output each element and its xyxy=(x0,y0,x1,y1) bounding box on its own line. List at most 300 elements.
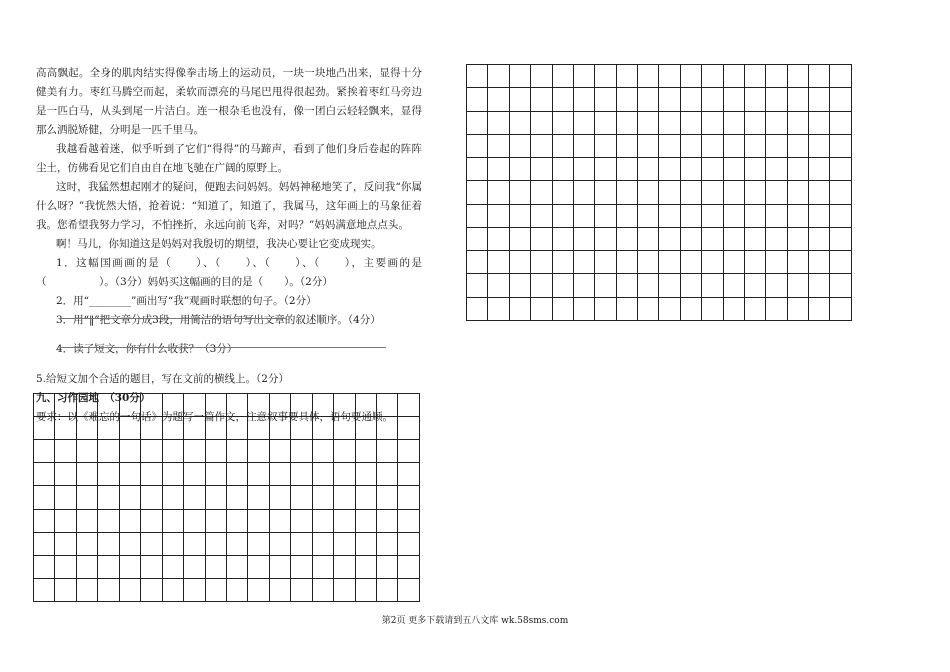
grid-cell xyxy=(355,486,376,509)
grid-cell xyxy=(702,227,723,250)
grid-cell xyxy=(226,417,247,440)
grid-cell xyxy=(226,394,247,417)
section-requirement: 要求：以《难忘的一句话》为题写一篇作文，注意叙事要具体，语句要通顺。 xyxy=(36,411,393,423)
grid-row xyxy=(34,532,420,555)
grid-row xyxy=(467,274,852,297)
passage-paragraph: 这时，我猛然想起刚才的疑问，便跑去问妈妈。妈妈神秘地笑了，反问我“你属什么呀？”我恍然大悟，抢着说：“知道了，知道了，我属马，这年画上的马象征着我。您希望我努力学习，不怕挫折，永远向前飞奔，对吗？”妈妈满意地点点头。 xyxy=(36,181,422,231)
grid-cell xyxy=(659,204,680,227)
grid-cell xyxy=(377,440,398,463)
grid-cell xyxy=(638,65,659,88)
writing-grid-right xyxy=(466,64,852,321)
grid-cell xyxy=(269,417,290,440)
grid-cell xyxy=(34,394,55,417)
grid-cell xyxy=(787,227,808,250)
grid-cell xyxy=(531,111,552,134)
grid-cell xyxy=(76,509,97,532)
grid-cell xyxy=(680,297,701,320)
grid-cell xyxy=(616,111,637,134)
grid-cell xyxy=(659,181,680,204)
grid-cell xyxy=(248,417,269,440)
grid-cell xyxy=(830,274,852,297)
grid-cell xyxy=(595,65,616,88)
grid-cell xyxy=(809,297,830,320)
grid-cell xyxy=(355,394,376,417)
grid-cell xyxy=(355,440,376,463)
grid-cell xyxy=(830,297,852,320)
grid-cell xyxy=(616,158,637,181)
grid-cell xyxy=(355,578,376,601)
grid-cell xyxy=(766,274,787,297)
grid-cell xyxy=(595,227,616,250)
grid-cell xyxy=(509,181,530,204)
grid-cell xyxy=(531,251,552,274)
grid-cell xyxy=(830,65,852,88)
grid-row xyxy=(34,509,420,532)
grid-cell xyxy=(205,417,226,440)
grid-cell xyxy=(787,297,808,320)
grid-cell xyxy=(766,227,787,250)
grid-cell xyxy=(809,251,830,274)
grid-cell xyxy=(680,158,701,181)
grid-cell xyxy=(76,440,97,463)
grid-cell xyxy=(34,463,55,486)
grid-cell xyxy=(766,134,787,157)
grid-cell xyxy=(248,578,269,601)
grid-cell xyxy=(141,509,162,532)
grid-cell xyxy=(291,509,312,532)
grid-cell xyxy=(226,440,247,463)
grid-cell xyxy=(766,88,787,111)
grid-cell xyxy=(76,394,97,417)
grid-cell xyxy=(595,274,616,297)
grid-cell xyxy=(723,274,744,297)
grid-cell xyxy=(809,181,830,204)
grid-cell xyxy=(659,111,680,134)
grid-cell xyxy=(573,111,594,134)
grid-cell xyxy=(488,297,509,320)
grid-cell xyxy=(552,158,573,181)
grid-cell xyxy=(467,65,488,88)
grid-cell xyxy=(226,532,247,555)
grid-cell xyxy=(141,440,162,463)
grid-cell xyxy=(55,578,76,601)
grid-cell xyxy=(723,227,744,250)
grid-cell xyxy=(98,532,119,555)
grid-row xyxy=(467,181,852,204)
grid-cell xyxy=(488,88,509,111)
grid-cell xyxy=(659,251,680,274)
grid-cell xyxy=(787,251,808,274)
grid-cell xyxy=(34,532,55,555)
grid-cell xyxy=(467,134,488,157)
grid-cell xyxy=(226,509,247,532)
grid-cell xyxy=(809,65,830,88)
grid-cell xyxy=(119,509,140,532)
grid-cell xyxy=(184,463,205,486)
grid-cell xyxy=(552,251,573,274)
grid-cell xyxy=(398,555,420,578)
grid-cell xyxy=(488,204,509,227)
grid-cell xyxy=(702,134,723,157)
grid-cell xyxy=(205,440,226,463)
grid-cell xyxy=(291,486,312,509)
grid-cell xyxy=(488,65,509,88)
grid-cell xyxy=(787,204,808,227)
grid-cell xyxy=(162,417,183,440)
grid-cell xyxy=(98,509,119,532)
grid-cell xyxy=(830,134,852,157)
grid-cell xyxy=(334,417,355,440)
grid-cell xyxy=(355,463,376,486)
grid-row xyxy=(467,134,852,157)
grid-cell xyxy=(638,88,659,111)
grid-cell xyxy=(830,181,852,204)
grid-cell xyxy=(377,578,398,601)
grid-cell xyxy=(355,417,376,440)
grid-cell xyxy=(638,204,659,227)
grid-cell xyxy=(638,181,659,204)
grid-cell xyxy=(659,158,680,181)
grid-cell xyxy=(398,394,420,417)
grid-cell xyxy=(377,509,398,532)
grid-cell xyxy=(377,532,398,555)
grid-cell xyxy=(398,578,420,601)
grid-cell xyxy=(184,532,205,555)
grid-cell xyxy=(659,227,680,250)
grid-cell xyxy=(162,463,183,486)
grid-cell xyxy=(205,532,226,555)
grid-cell xyxy=(269,440,290,463)
grid-cell xyxy=(702,251,723,274)
grid-cell xyxy=(702,111,723,134)
grid-cell xyxy=(509,204,530,227)
grid-cell xyxy=(680,227,701,250)
grid-cell xyxy=(787,88,808,111)
grid-row xyxy=(467,204,852,227)
grid-cell xyxy=(552,204,573,227)
grid-cell xyxy=(377,394,398,417)
grid-cell xyxy=(377,486,398,509)
grid-cell xyxy=(723,204,744,227)
grid-cell xyxy=(552,181,573,204)
grid-cell xyxy=(573,297,594,320)
grid-cell xyxy=(488,251,509,274)
grid-cell xyxy=(162,555,183,578)
grid-cell xyxy=(531,88,552,111)
grid-cell xyxy=(269,532,290,555)
grid-cell xyxy=(291,417,312,440)
grid-cell xyxy=(34,578,55,601)
grid-cell xyxy=(55,394,76,417)
grid-cell xyxy=(55,463,76,486)
question-4: 4．读了短文，你有什么收获？（3分） xyxy=(56,343,238,355)
grid-cell xyxy=(226,578,247,601)
grid-cell xyxy=(98,440,119,463)
grid-cell xyxy=(141,578,162,601)
grid-cell xyxy=(312,440,333,463)
grid-cell xyxy=(531,134,552,157)
grid-cell xyxy=(141,532,162,555)
grid-cell xyxy=(638,251,659,274)
grid-cell xyxy=(34,509,55,532)
writing-grid-left xyxy=(33,393,420,602)
grid-cell xyxy=(184,555,205,578)
grid-cell xyxy=(509,227,530,250)
grid-cell xyxy=(552,297,573,320)
grid-cell xyxy=(467,204,488,227)
passage-paragraph: 我越看越着迷，似乎听到了它们“得得”的马蹄声，看到了他们身后卷起的阵阵尘土，仿佛看见它们自由自在地飞驰在广阔的原野上。 xyxy=(36,143,422,174)
grid-cell xyxy=(595,134,616,157)
grid-cell xyxy=(248,509,269,532)
answer-line-q4 xyxy=(60,347,386,348)
grid-cell xyxy=(377,417,398,440)
grid-cell xyxy=(162,394,183,417)
grid-cell xyxy=(312,486,333,509)
grid-cell xyxy=(595,88,616,111)
grid-cell xyxy=(552,274,573,297)
grid-cell xyxy=(809,158,830,181)
grid-cell xyxy=(205,555,226,578)
grid-cell xyxy=(595,297,616,320)
grid-cell xyxy=(573,274,594,297)
grid-row xyxy=(34,394,420,417)
grid-cell xyxy=(659,88,680,111)
grid-cell xyxy=(766,111,787,134)
grid-cell xyxy=(269,486,290,509)
grid-cell xyxy=(787,181,808,204)
grid-cell xyxy=(509,111,530,134)
grid-cell xyxy=(98,394,119,417)
grid-cell xyxy=(98,555,119,578)
grid-cell xyxy=(766,65,787,88)
grid-cell xyxy=(398,509,420,532)
grid-cell xyxy=(55,509,76,532)
grid-cell xyxy=(531,227,552,250)
grid-row xyxy=(467,158,852,181)
grid-cell xyxy=(98,486,119,509)
grid-cell xyxy=(162,509,183,532)
grid-cell xyxy=(119,486,140,509)
grid-cell xyxy=(809,88,830,111)
grid-cell xyxy=(766,204,787,227)
grid-cell xyxy=(830,158,852,181)
grid-cell xyxy=(595,158,616,181)
grid-cell xyxy=(291,394,312,417)
grid-cell xyxy=(509,88,530,111)
grid-cell xyxy=(398,486,420,509)
grid-cell xyxy=(531,181,552,204)
grid-cell xyxy=(616,134,637,157)
grid-cell xyxy=(766,158,787,181)
grid-cell xyxy=(377,555,398,578)
grid-cell xyxy=(291,578,312,601)
grid-cell xyxy=(638,111,659,134)
grid-cell xyxy=(488,111,509,134)
grid-cell xyxy=(269,463,290,486)
grid-cell xyxy=(141,555,162,578)
grid-cell xyxy=(184,486,205,509)
grid-cell xyxy=(184,394,205,417)
grid-cell xyxy=(141,463,162,486)
grid-cell xyxy=(744,251,765,274)
grid-cell xyxy=(744,111,765,134)
grid-cell xyxy=(744,204,765,227)
grid-cell xyxy=(509,65,530,88)
grid-cell xyxy=(467,181,488,204)
grid-cell xyxy=(55,555,76,578)
grid-cell xyxy=(723,134,744,157)
grid-cell xyxy=(809,274,830,297)
grid-cell xyxy=(248,440,269,463)
grid-cell xyxy=(552,134,573,157)
grid-cell xyxy=(184,578,205,601)
grid-cell xyxy=(334,440,355,463)
grid-cell xyxy=(76,463,97,486)
grid-cell xyxy=(744,274,765,297)
grid-row xyxy=(467,227,852,250)
grid-cell xyxy=(312,578,333,601)
grid-cell xyxy=(119,532,140,555)
grid-cell xyxy=(809,227,830,250)
grid-cell xyxy=(552,88,573,111)
grid-cell xyxy=(531,204,552,227)
grid-cell xyxy=(248,394,269,417)
grid-cell xyxy=(312,394,333,417)
grid-cell xyxy=(809,134,830,157)
grid-cell xyxy=(34,555,55,578)
grid-cell xyxy=(744,134,765,157)
grid-cell xyxy=(55,532,76,555)
grid-cell xyxy=(595,181,616,204)
grid-cell xyxy=(573,65,594,88)
grid-cell xyxy=(723,297,744,320)
grid-cell xyxy=(659,297,680,320)
grid-cell xyxy=(334,394,355,417)
grid-cell xyxy=(723,111,744,134)
grid-cell xyxy=(573,158,594,181)
grid-cell xyxy=(509,297,530,320)
grid-cell xyxy=(616,227,637,250)
grid-cell xyxy=(355,555,376,578)
grid-cell xyxy=(787,65,808,88)
grid-cell xyxy=(269,555,290,578)
grid-cell xyxy=(55,486,76,509)
grid-cell xyxy=(702,88,723,111)
grid-cell xyxy=(76,555,97,578)
grid-cell xyxy=(744,158,765,181)
grid-cell xyxy=(119,440,140,463)
grid-cell xyxy=(467,88,488,111)
grid-cell xyxy=(184,417,205,440)
grid-cell xyxy=(355,532,376,555)
grid-cell xyxy=(269,578,290,601)
grid-cell xyxy=(509,274,530,297)
question-3: 3．用“‖”把文章分成3段，用简洁的语句写出文章的叙述顺序。（4分） xyxy=(56,314,381,326)
grid-cell xyxy=(334,486,355,509)
grid-cell xyxy=(616,297,637,320)
grid-cell xyxy=(616,65,637,88)
grid-cell xyxy=(638,134,659,157)
grid-cell xyxy=(334,532,355,555)
grid-cell xyxy=(141,394,162,417)
grid-cell xyxy=(205,463,226,486)
grid-cell xyxy=(398,440,420,463)
grid-cell xyxy=(723,181,744,204)
answer-line-q3 xyxy=(60,318,286,319)
grid-cell xyxy=(702,181,723,204)
grid-row xyxy=(467,111,852,134)
grid-cell xyxy=(312,532,333,555)
grid-cell xyxy=(119,578,140,601)
passage-paragraph: 啊！马儿，你知道这是妈妈对我殷切的期望，我决心要让它变成现实。 xyxy=(56,238,382,250)
grid-cell xyxy=(830,88,852,111)
grid-cell xyxy=(509,134,530,157)
grid-cell xyxy=(467,227,488,250)
grid-cell xyxy=(162,578,183,601)
grid-cell xyxy=(744,227,765,250)
grid-cell xyxy=(467,158,488,181)
grid-cell xyxy=(76,532,97,555)
grid-cell xyxy=(744,65,765,88)
grid-cell xyxy=(766,181,787,204)
reading-passage xyxy=(36,64,422,427)
grid-cell xyxy=(680,274,701,297)
grid-cell xyxy=(76,417,97,440)
grid-cell xyxy=(55,417,76,440)
grid-cell xyxy=(573,204,594,227)
grid-cell xyxy=(680,134,701,157)
grid-cell xyxy=(809,111,830,134)
question-5: 5.给短文加个合适的题目，写在文前的横线上。（2分） xyxy=(36,373,289,385)
grid-cell xyxy=(488,227,509,250)
grid-cell xyxy=(98,463,119,486)
grid-cell xyxy=(291,555,312,578)
grid-row xyxy=(467,297,852,320)
grid-cell xyxy=(76,578,97,601)
grid-cell xyxy=(248,463,269,486)
grid-cell xyxy=(226,486,247,509)
question-1: 1．这幅国画画的是（ ）、（ ）、（ ）、（ ），主要画的是（ ）。（3分）妈妈买这幅画的目的是（ ）。（2分） xyxy=(36,257,422,288)
grid-cell xyxy=(355,509,376,532)
grid-row xyxy=(34,463,420,486)
grid-cell xyxy=(312,417,333,440)
grid-cell xyxy=(269,394,290,417)
grid-row xyxy=(467,88,852,111)
grid-cell xyxy=(226,463,247,486)
grid-cell xyxy=(680,181,701,204)
passage-paragraph: 高高飘起。全身的肌肉结实得像拳击场上的运动员，一块一块地凸出来，显得十分健美有力。枣红马腾空而起，柔软而漂亮的马尾巴甩得很起劲。紧挨着枣红马旁边是一匹白马，从头到尾一片洁白。连一根杂毛也没有，像一团白云轻轻飘来，显得那么洒脱矫健，分明是一匹千里马。 xyxy=(36,67,422,136)
grid-cell xyxy=(638,274,659,297)
grid-cell xyxy=(141,417,162,440)
grid-cell xyxy=(552,65,573,88)
grid-cell xyxy=(723,158,744,181)
grid-cell xyxy=(76,486,97,509)
grid-cell xyxy=(702,204,723,227)
grid-cell xyxy=(573,251,594,274)
grid-cell xyxy=(552,227,573,250)
grid-cell xyxy=(659,274,680,297)
grid-cell xyxy=(398,417,420,440)
grid-cell xyxy=(184,509,205,532)
grid-cell xyxy=(467,251,488,274)
grid-cell xyxy=(638,158,659,181)
grid-cell xyxy=(162,486,183,509)
grid-cell xyxy=(702,65,723,88)
grid-cell xyxy=(269,509,290,532)
grid-cell xyxy=(702,158,723,181)
grid-cell xyxy=(595,111,616,134)
grid-cell xyxy=(830,111,852,134)
